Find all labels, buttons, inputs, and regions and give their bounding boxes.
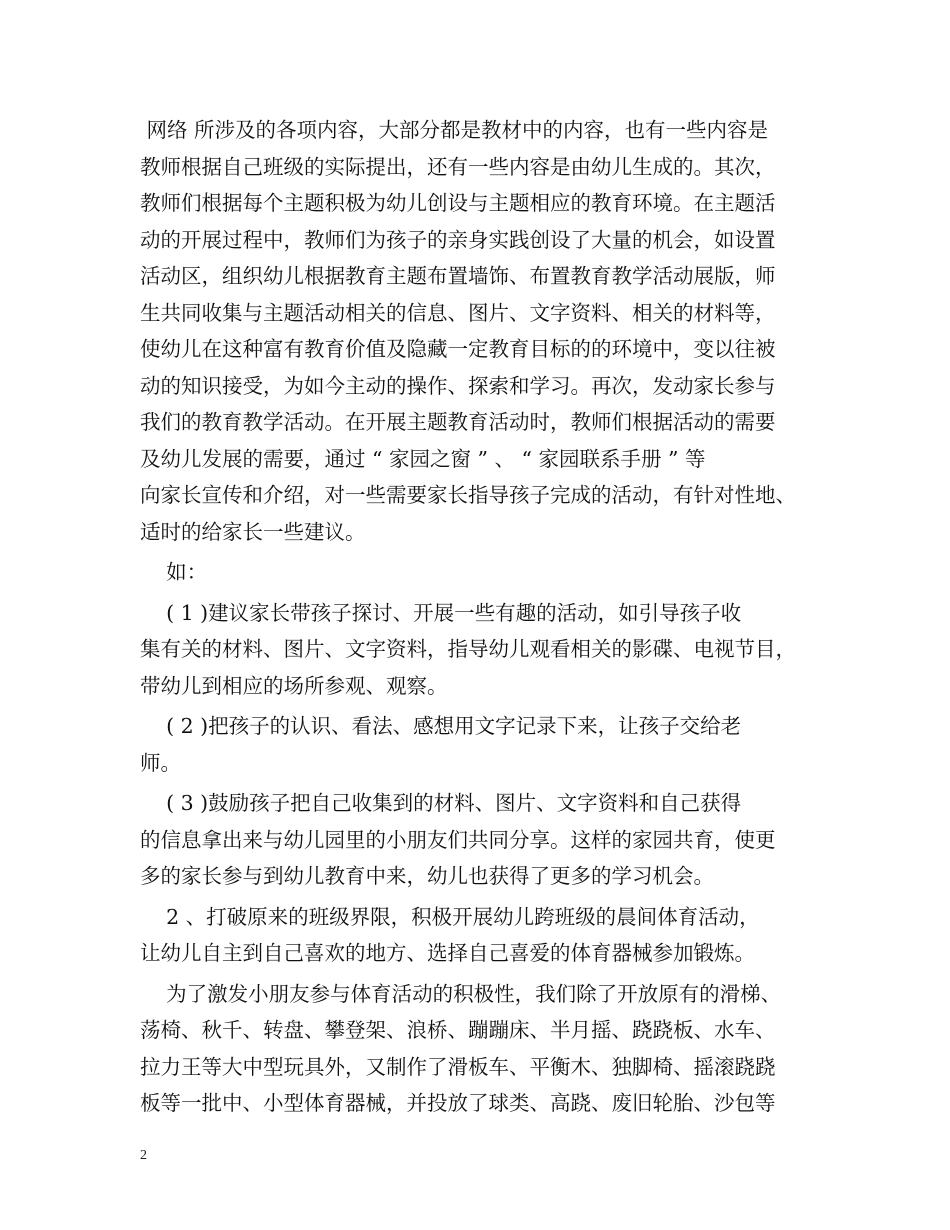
text-line: 教师们根据每个主题积极为幼儿创设与主题相应的教育环境。在主题活	[140, 191, 776, 215]
body-text	[140, 112, 830, 1122]
text-line: ( 2 )把孩子的认识、看法、感想用文字记录下来，让孩子交给老	[140, 714, 742, 738]
text-line: 拉力王等大中型玩具外，又制作了滑板车、平衡木、独脚椅、摇滚跷跷	[140, 1054, 776, 1079]
text-line: 动的开展过程中，教师们为孩子的亲身实践创设了大量的机会，如设置	[140, 227, 776, 252]
text-line: 板等一批中、小型体育器械，并投放了球类、高跷、废旧轮胎、沙包等	[140, 1091, 776, 1115]
text-line: 为了激发小朋友参与体育活动的积极性，我们除了开放原有的滑梯、	[140, 981, 782, 1006]
text-line: 教师根据自己班级的实际提出，还有一些内容是由幼儿生成的。其次，	[140, 154, 776, 179]
text-line: 的信息拿出来与幼儿园里的小朋友们共同分享。这样的家园共育，使更	[140, 827, 776, 852]
text-line: 带幼儿到相应的场所参观、观察。	[140, 673, 448, 698]
page-number: 2	[140, 1148, 147, 1163]
text-line: 师。	[140, 750, 181, 775]
text-line: 动的知识接受，为如今主动的操作、探索和学习。再次，发动家长参与	[140, 373, 776, 398]
text-line: 荡椅、秋千、转盘、攀登架、浪桥、蹦蹦床、半月摇、跷跷板、水车、	[140, 1018, 776, 1042]
text-line: 及幼儿发展的需要，通过 “ 家园之窗 ” 、 “ 家园联系手册 ” 等	[140, 446, 706, 471]
text-line: 如：	[140, 560, 208, 584]
text-line: 让幼儿自主到自己喜欢的地方、选择自己喜爱的体育器械参加锻炼。	[140, 941, 755, 965]
text-line: 向家长宣传和介绍，对一些需要家长指导孩子完成的活动，有针对性地、	[140, 483, 796, 507]
text-line: 2 、打破原来的班级界限，积极开展幼儿跨班级的晨间体育活动，	[140, 904, 760, 929]
text-line: 生共同收集与主题活动相关的信息、图片、文字资料、相关的材料等，	[140, 300, 776, 325]
text-line: 网络 所涉及的各项内容，大部分都是教材中的内容，也有一些内容是	[140, 118, 769, 142]
text-line: 集有关的材料、图片、文字资料，指导幼儿观看相关的影碟、电视节目，	[140, 637, 796, 661]
text-line: 我们的教育教学活动。在开展主题教育活动时，教师们根据活动的需要	[140, 410, 776, 434]
text-line: 多的家长参与到幼儿教育中来，幼儿也获得了更多的学习机会。	[140, 864, 714, 888]
text-line: ( 1 )建议家长带孩子探讨、开展一些有趣的活动，如引导孩子收	[140, 600, 742, 625]
text-line: 活动区，组织幼儿根据教育主题布置墙饰、布置教育教学活动展版，师	[140, 264, 776, 288]
text-line: ( 3 )鼓励孩子把自己收集到的材料、图片、文字资料和自己获得	[140, 791, 742, 815]
text-line: 适时的给家长一些建议。	[140, 519, 366, 544]
text-line: 使幼儿在这种富有教育价值及隐藏一定教育目标的的环境中，变以往被	[140, 337, 776, 361]
